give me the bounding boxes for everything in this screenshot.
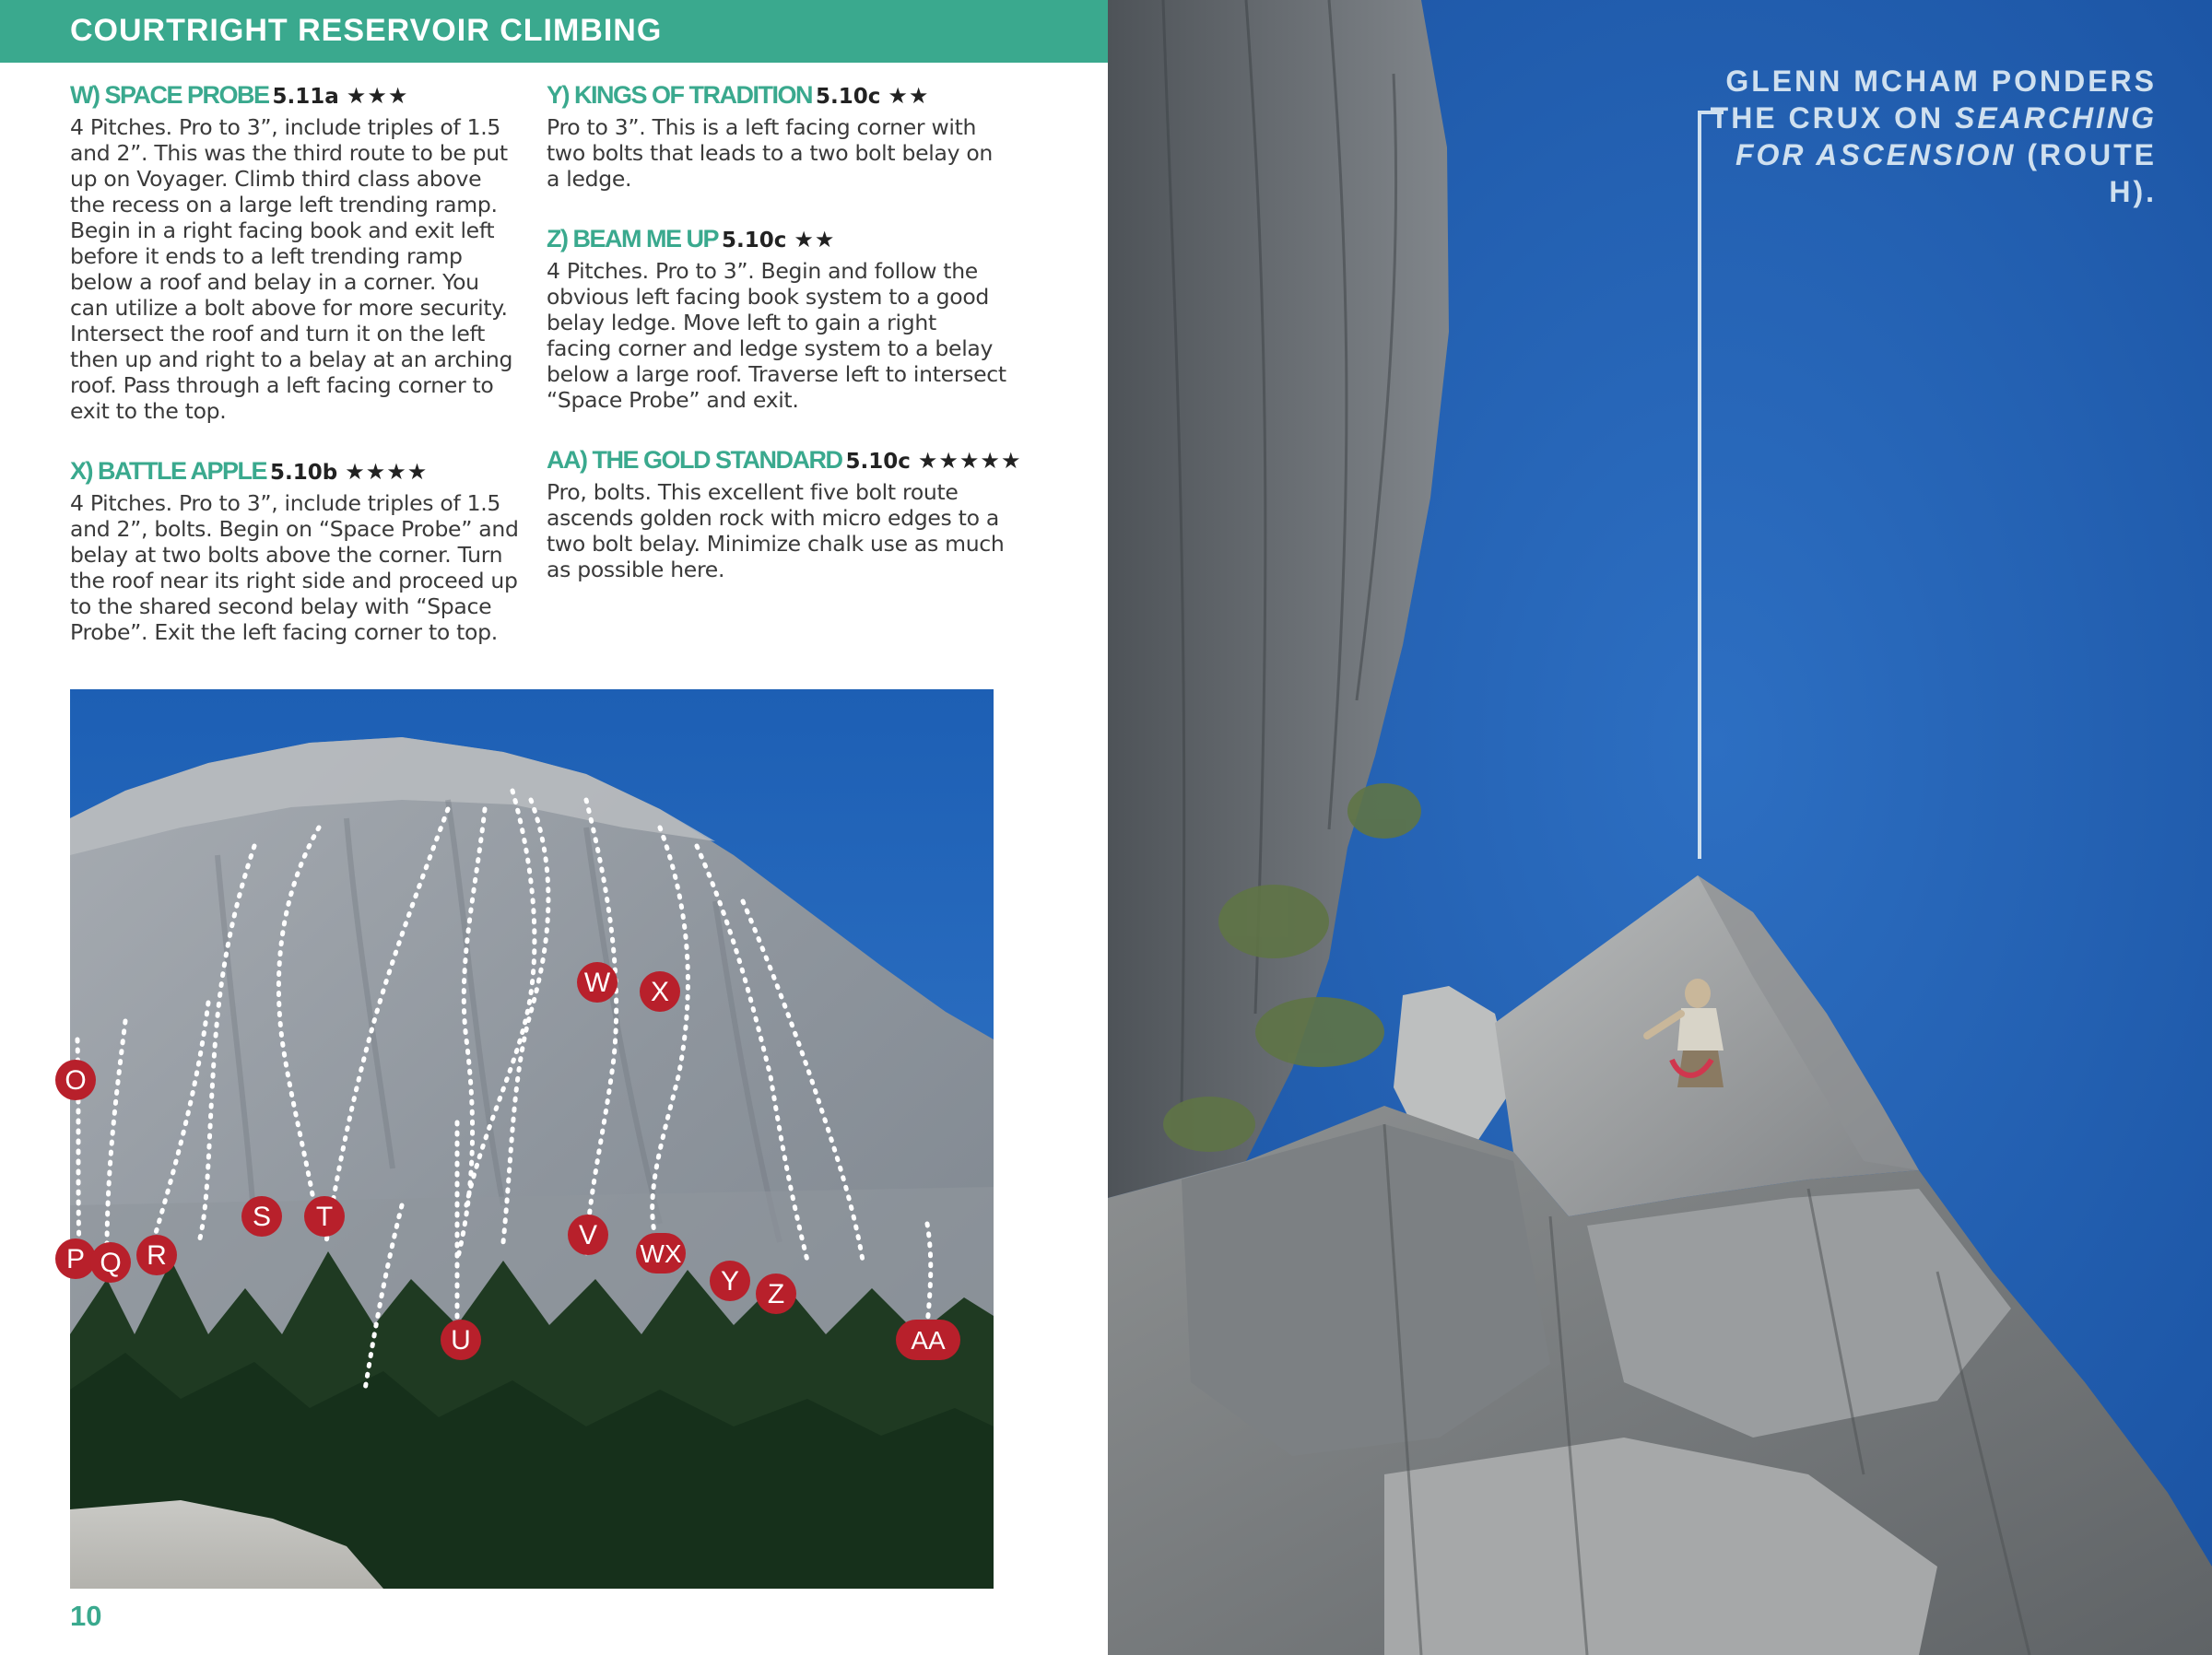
route-stars: ★★★★ bbox=[345, 459, 429, 485]
svg-text:Y: Y bbox=[720, 1266, 740, 1297]
photo-caption bbox=[1677, 63, 2157, 210]
topo-marker-w bbox=[577, 962, 618, 1003]
svg-text:AA: AA bbox=[911, 1326, 946, 1355]
topo-marker-r bbox=[136, 1235, 177, 1275]
caption-line-2-italic: SEARCHING bbox=[1954, 101, 2157, 135]
route-grade: 5.10c bbox=[816, 85, 881, 109]
svg-text:V: V bbox=[578, 1220, 598, 1250]
svg-text:Z: Z bbox=[767, 1279, 785, 1309]
route-description: 4 Pitches. Pro to 3”. Begin and follow the obvious left facing book system to a good belay ledge. Move left to gain a right facing corner and ledge system to a belay below a large roof. Traverse left to intersect “Space Probe” and exit. bbox=[547, 258, 1006, 413]
route-description: Pro, bolts. This excellent five bolt route ascends golden rock with micro edges to a two bolt belay. Minimize chalk use as much as possible here. bbox=[547, 479, 1005, 582]
topo-marker-q bbox=[90, 1242, 131, 1283]
route-stars: ★★★ bbox=[346, 83, 409, 109]
svg-text:Q: Q bbox=[100, 1248, 122, 1278]
route-grade: 5.10c bbox=[722, 229, 787, 252]
route-entry-space-probe bbox=[70, 79, 522, 424]
topo-marker-v bbox=[568, 1215, 608, 1255]
route-entry-kings-of-tradition bbox=[547, 79, 1007, 192]
caption-line-3 bbox=[1677, 136, 2157, 210]
page-number: 10 bbox=[70, 1600, 102, 1632]
route-description: 4 Pitches. Pro to 3”, include triples of 1.5 and 2”, bolts. Begin on “Space Probe” and belay at two bolts above the corner. Turn the roof near its right side and proceed up to the shared second belay with “Space Probe”. Exit the left facing corner to top. bbox=[70, 490, 519, 645]
route-entry-beam-me-up bbox=[547, 223, 1007, 413]
page-header-title: COURTRIGHT RESERVOIR CLIMBING bbox=[70, 13, 663, 48]
route-column-right bbox=[547, 79, 1022, 614]
topo-marker-t bbox=[304, 1196, 345, 1237]
caption-line-2 bbox=[1677, 100, 2157, 136]
climbing-photo-illustration bbox=[1108, 0, 2212, 1655]
route-entry-battle-apple bbox=[70, 455, 522, 645]
topo-marker-aa bbox=[896, 1320, 960, 1360]
route-heading bbox=[70, 455, 522, 490]
svg-text:X: X bbox=[650, 977, 670, 1007]
route-heading bbox=[547, 79, 1007, 114]
route-stars: ★★ bbox=[888, 83, 930, 109]
route-name: W) SPACE PROBE bbox=[70, 81, 269, 109]
caption-leader-line bbox=[1698, 111, 1701, 859]
route-grade: 5.11a bbox=[272, 85, 339, 109]
topo-marker-x bbox=[640, 971, 680, 1012]
svg-text:S: S bbox=[252, 1202, 272, 1232]
caption-line-3-italic: FOR ASCENSION bbox=[1735, 138, 2017, 171]
topo-marker-o bbox=[55, 1060, 96, 1100]
topo-illustration bbox=[65, 689, 994, 1589]
svg-text:WX: WX bbox=[640, 1239, 682, 1268]
svg-text:U: U bbox=[451, 1325, 471, 1356]
route-heading bbox=[70, 79, 522, 114]
route-heading bbox=[547, 444, 1022, 479]
route-name: Z) BEAM ME UP bbox=[547, 225, 718, 252]
route-description: Pro to 3”. This is a left facing corner with two bolts that leads to a two bolt belay on a ledge. bbox=[547, 114, 994, 192]
topo-marker-p bbox=[55, 1238, 96, 1279]
route-entry-gold-standard bbox=[547, 444, 1022, 582]
svg-text:O: O bbox=[65, 1065, 87, 1096]
topo-photo bbox=[65, 689, 994, 1589]
route-grade: 5.10c bbox=[845, 450, 911, 474]
header-bar bbox=[0, 0, 1108, 63]
caption-line-3-plain: (ROUTE H). bbox=[2027, 138, 2157, 208]
svg-text:W: W bbox=[583, 968, 611, 998]
route-column-left bbox=[70, 79, 522, 676]
route-stars: ★★ bbox=[794, 227, 836, 252]
route-grade: 5.10b bbox=[270, 461, 338, 485]
caption-line-2-plain: THE CRUX ON bbox=[1710, 101, 1945, 135]
climbing-photo bbox=[1108, 0, 2212, 1655]
route-name: X) BATTLE APPLE bbox=[70, 457, 266, 485]
topo-marker-wx bbox=[636, 1233, 686, 1274]
topo-marker-y bbox=[710, 1261, 750, 1301]
route-heading bbox=[547, 223, 1007, 258]
topo-marker-s bbox=[241, 1196, 282, 1237]
topo-marker-u bbox=[441, 1320, 481, 1360]
route-name: Y) KINGS OF TRADITION bbox=[547, 81, 812, 109]
route-name: AA) THE GOLD STANDARD bbox=[547, 446, 842, 474]
route-description: 4 Pitches. Pro to 3”, include triples of 1.5 and 2”. This was the third route to be put up on Voyager. Climb third class above the recess on a large left trending ramp. Begin in a right facing book and exit left before it ends to a left trending ramp below a roof and belay in a corner. You can utilize a bolt above for more security. Intersect the roof and turn it on the left then up and right to a belay at an arching roof. Pass through a left facing corner to exit to the top. bbox=[70, 114, 513, 424]
svg-text:T: T bbox=[315, 1202, 334, 1232]
route-stars: ★★★★★ bbox=[917, 448, 1022, 474]
topo-marker-z bbox=[756, 1274, 796, 1314]
svg-text:P: P bbox=[65, 1244, 86, 1274]
svg-text:R: R bbox=[147, 1240, 167, 1271]
caption-line-1: GLENN MCHAM PONDERS bbox=[1725, 65, 2157, 98]
